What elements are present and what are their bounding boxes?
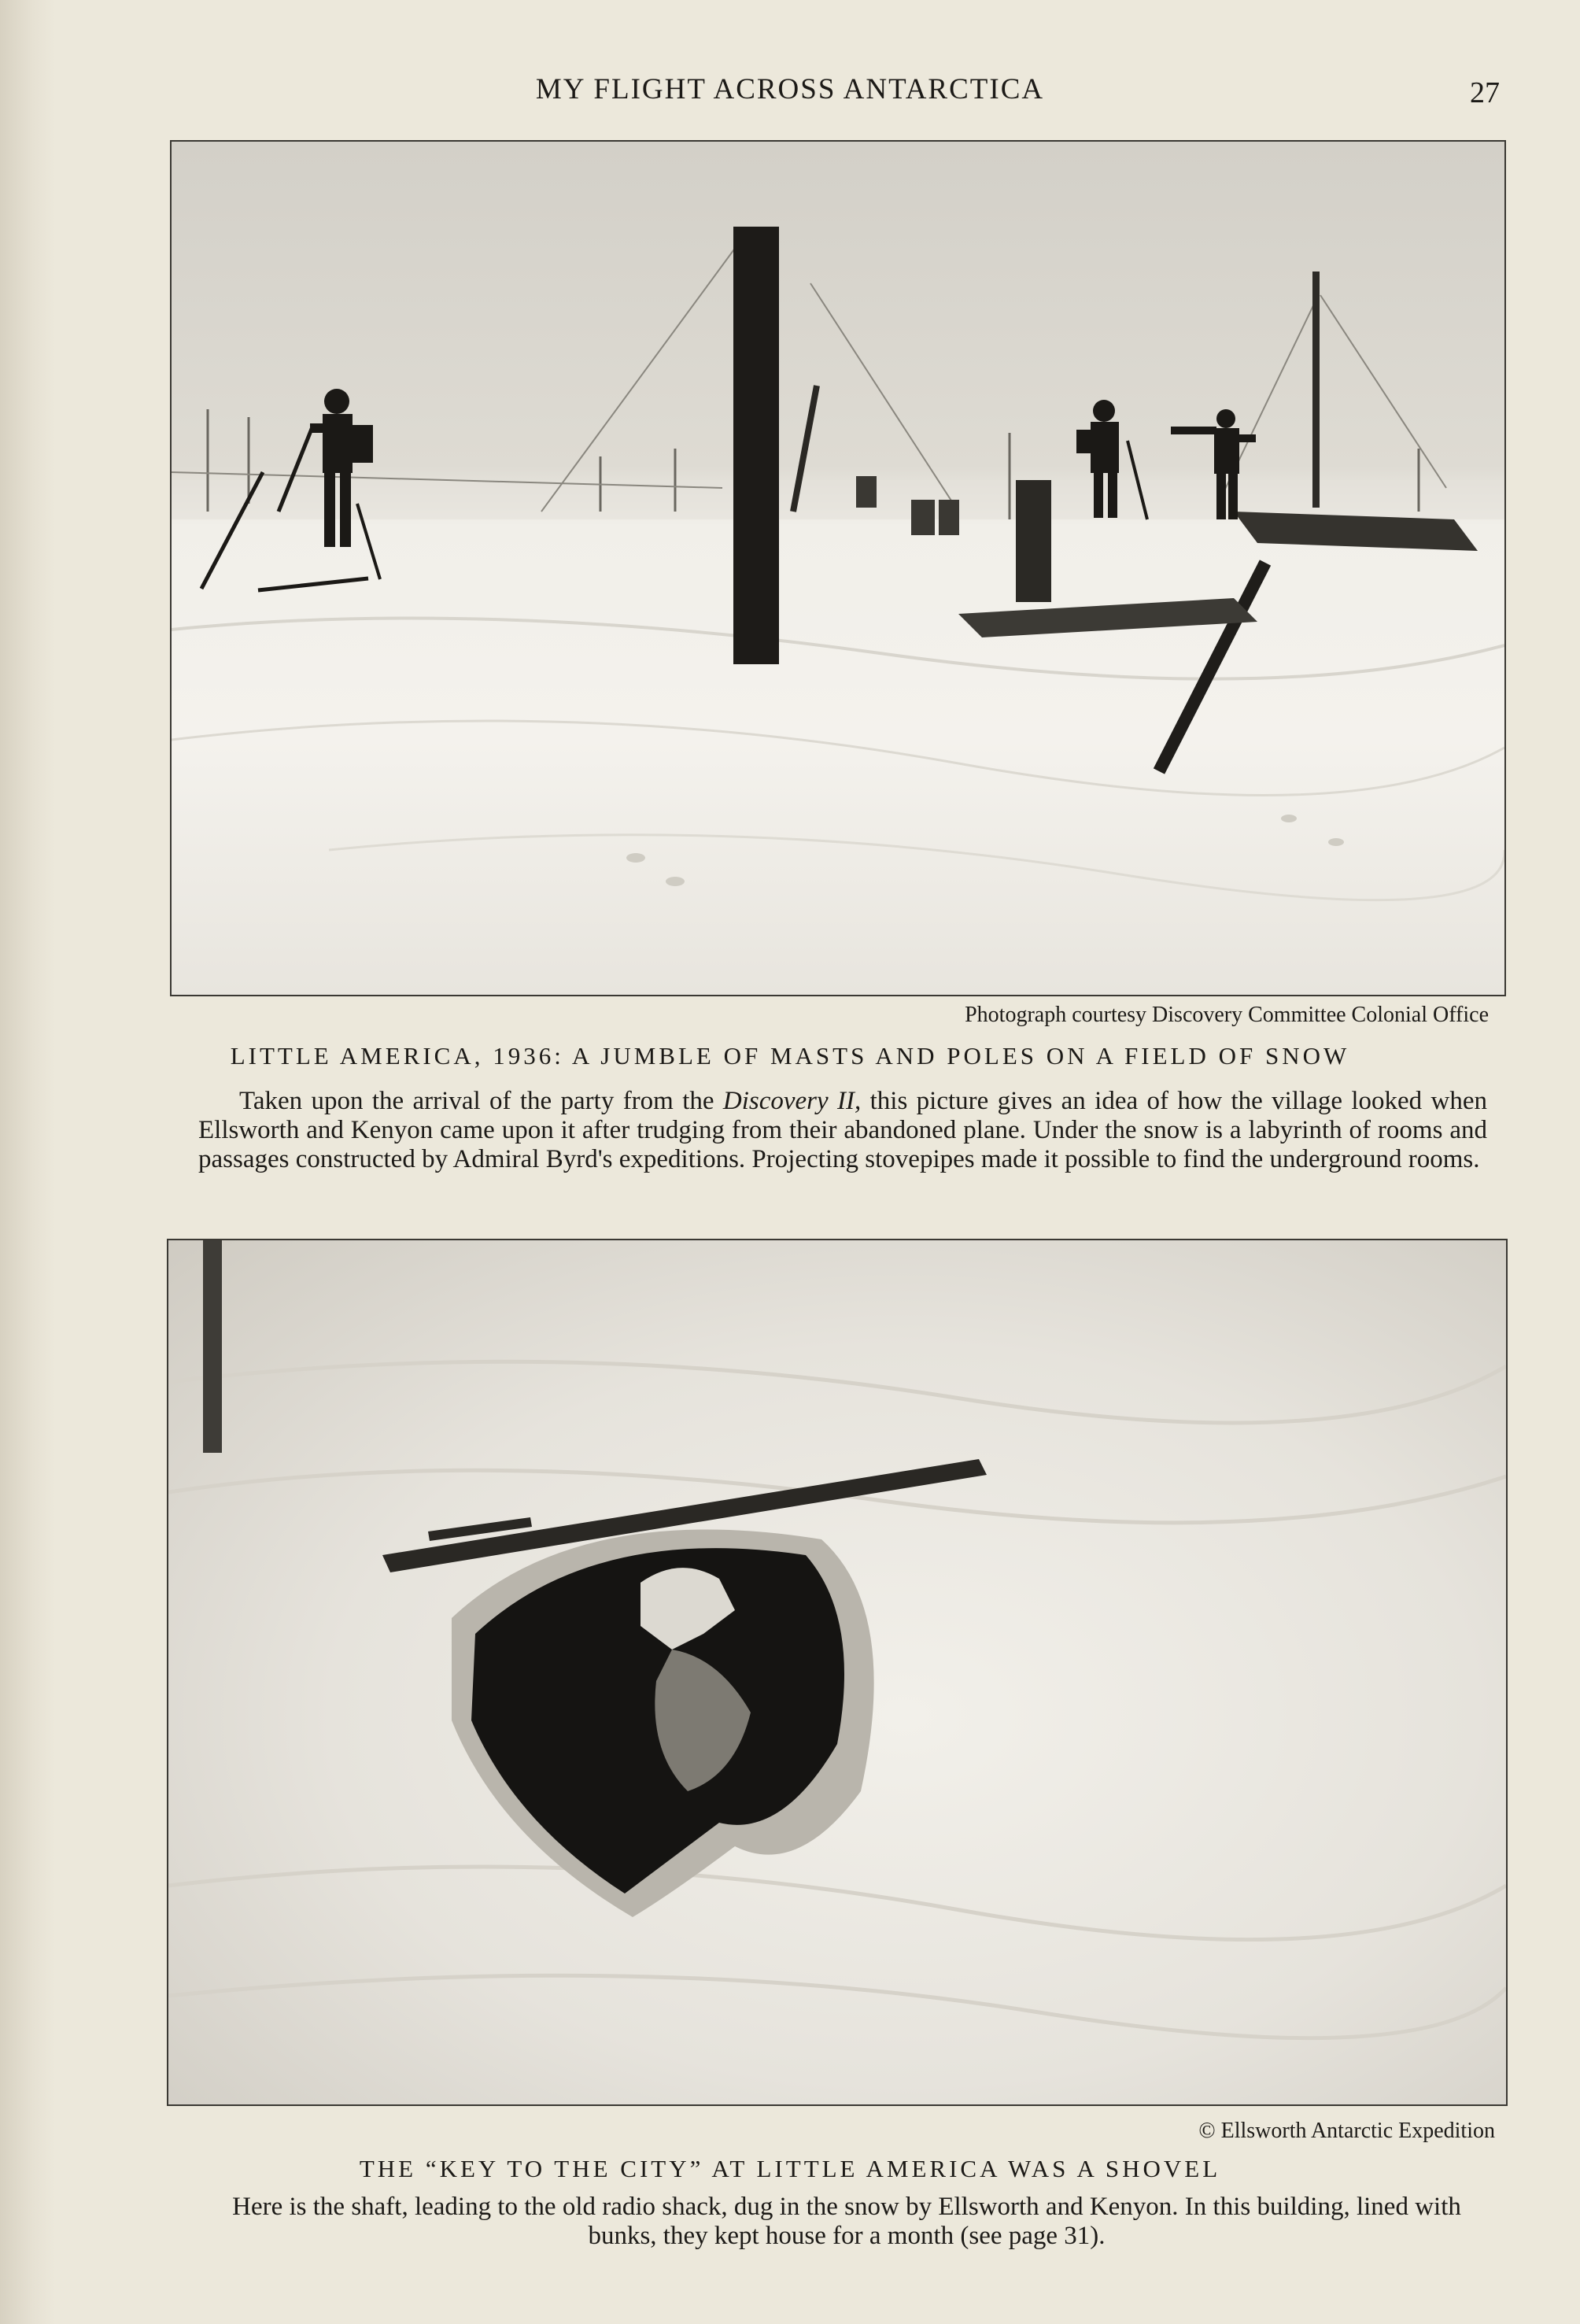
caption-body-1 xyxy=(198,1087,1487,1174)
photo-credit-1: Photograph courtesy Discovery Committee Colonial Office xyxy=(965,1003,1489,1027)
photo-credit-2: © Ellsworth Antarctic Expedition xyxy=(1198,2119,1495,2143)
photo-little-america-masts xyxy=(170,140,1506,996)
caption-body-1-part1: Taken upon the arrival of the party from the xyxy=(239,1087,723,1115)
photo-little-america-drawing xyxy=(172,142,1504,995)
caption-title-2: THE “KEY TO THE CITY” AT LITTLE AMERICA WAS A SHOVEL xyxy=(359,2155,1221,2182)
caption-title-1: LITTLE AMERICA, 1936: A JUMBLE OF MASTS AND POLES ON A FIELD OF SNOW xyxy=(230,1042,1350,1070)
page-number: 27 xyxy=(1470,76,1500,109)
ship-name-discovery: Discovery II, xyxy=(722,1087,862,1115)
photo-snow-shaft xyxy=(167,1239,1508,2106)
caption-body-2: Here is the shaft, leading to the old radio shack, dug in the snow by Ellsworth and Kenyon. In this building, lined with bunks, they kept house for a month (see page 31). xyxy=(232,2193,1461,2250)
page-edge-shadow xyxy=(0,0,55,2324)
running-title: MY FLIGHT ACROSS ANTARCTICA xyxy=(535,73,1045,105)
photo-snow-shaft-drawing xyxy=(168,1240,1506,2104)
caption-body-1-part2: this picture gives an idea of how the village looked when Ellsworth and Kenyon came upon it after trudging from their abandoned plane. Under the snow is a labyrinth of rooms and passages constructed by Admiral Byrd's expeditions. Projecting stovepipes made it possible to find the underground rooms. xyxy=(198,1087,1487,1173)
